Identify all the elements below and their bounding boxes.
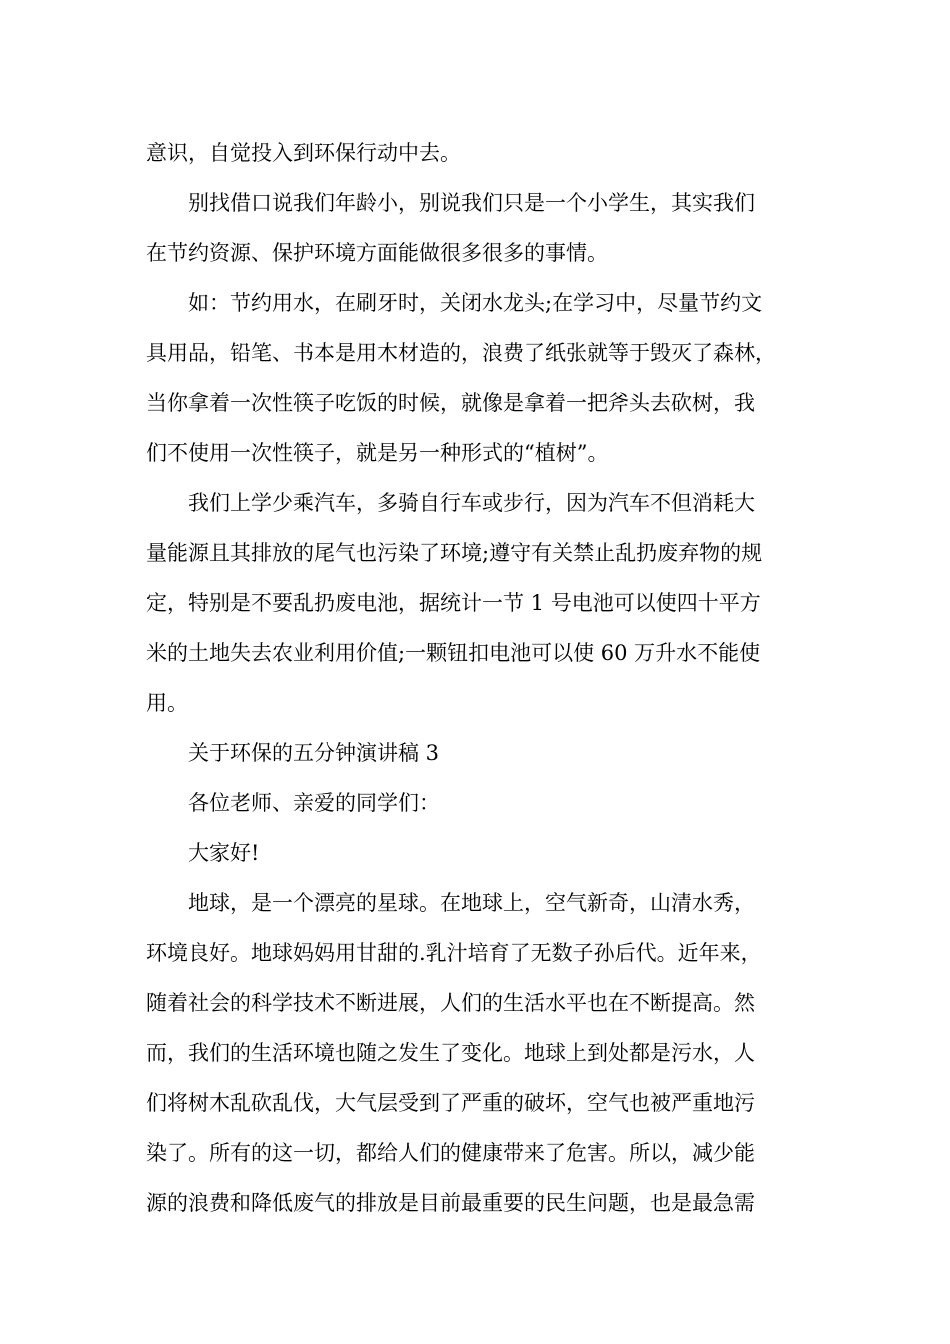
text-line: 环境良好。地球妈妈用甘甜的.乳汁培育了无数子孙后代。近年来， (146, 941, 762, 965)
text-line: 染了。所有的这一切，都给人们的健康带来了危害。所以，减少能 (146, 1141, 755, 1165)
text-line: 米的土地失去农业利用价值;一颗钮扣电池可以使 60 万升水不能使 (146, 641, 761, 665)
text-line: 们不使用一次性筷子，就是另一种形式的“植树”。 (146, 441, 609, 465)
text-line: 们将树木乱砍乱伐，大气层受到了严重的破坏，空气也被严重地污 (146, 1091, 755, 1115)
paragraph-start-line: 如：节约用水，在刷牙时，关闭水龙头;在学习中，尽量节约文 (188, 291, 763, 315)
text-line: 源的浪费和降低废气的排放是目前最重要的民生问题，也是最急需 (146, 1191, 755, 1215)
document-body (146, 128, 806, 1228)
text-line: 当你拿着一次性筷子吃饭的时候，就像是拿着一把斧头去砍树，我 (146, 391, 755, 415)
text-line: 在节约资源、保护环境方面能做很多很多的事情。 (146, 241, 608, 265)
text-line: 具用品，铅笔、书本是用木材造的，浪费了纸张就等于毁灭了森林， (146, 341, 776, 365)
greeting-line: 大家好! (188, 841, 260, 865)
text-line: 随着社会的科学技术不断进展，人们的生活水平也在不断提高。然 (146, 991, 755, 1015)
paragraph-start-line: 地球，是一个漂亮的星球。在地球上，空气新奇，山清水秀， (188, 891, 755, 915)
paragraph-start-line: 别找借口说我们年龄小，别说我们只是一个小学生，其实我们 (188, 191, 755, 215)
salutation-line: 各位老师、亲爱的同学们： (188, 791, 440, 815)
text-line: 定，特别是不要乱扔废电池，据统计一节 1 号电池可以使四十平方 (146, 591, 761, 615)
text-line: 而，我们的生活环境也随之发生了变化。地球上到处都是污水，人 (146, 1041, 755, 1065)
text-line: 意识，自觉投入到环保行动中去。 (146, 141, 461, 165)
text-line: 用。 (146, 691, 188, 715)
section-heading: 关于环保的五分钟演讲稿 3 (188, 741, 440, 765)
text-line: 量能源且其排放的尾气也污染了环境;遵守有关禁止乱扔废弃物的规 (146, 541, 763, 565)
paragraph-start-line: 我们上学少乘汽车，多骑自行车或步行，因为汽车不但消耗大 (188, 491, 755, 515)
